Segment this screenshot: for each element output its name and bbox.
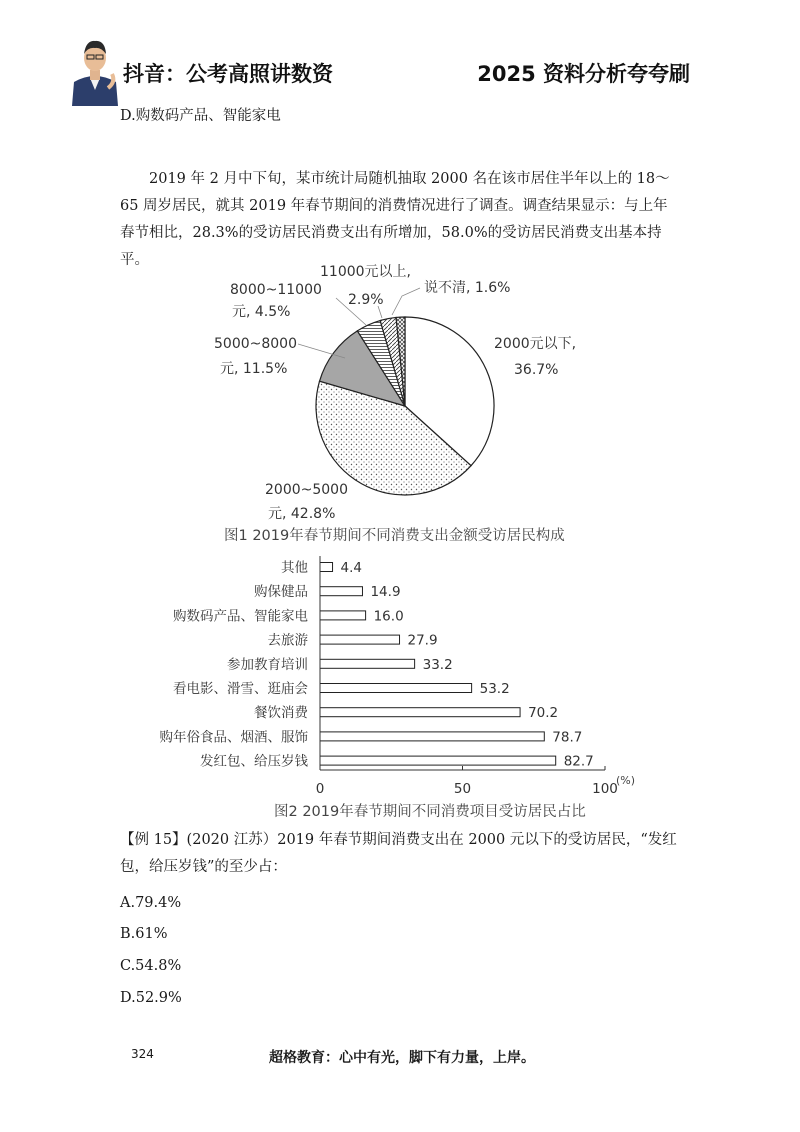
bar-value-label-2: 16.0: [373, 608, 404, 625]
bar-category-label-1: 购保健品: [254, 584, 308, 601]
bar-category-label-0: 其他: [281, 560, 308, 576]
bar-value-label-6: 70.2: [528, 705, 559, 722]
bar-category-label-4: 参加教育培训: [227, 656, 308, 673]
pie-label-11000-line2: 2.9%: [348, 292, 384, 308]
pie-label-5000-line2: 元, 11.5%: [220, 361, 288, 377]
bar-value-label-8: 82.7: [563, 753, 594, 770]
pie-label-2000-line1: 2000~5000: [265, 482, 348, 498]
bar-category-label-5: 看电影、滑雪、逛庙会: [173, 681, 308, 697]
pie-label-under2000-line1: 2000元以下,: [494, 336, 577, 352]
bar-value-label-7: 78.7: [552, 729, 583, 746]
bar-7: [320, 732, 544, 741]
option-b[interactable]: B.61%: [120, 926, 168, 942]
bar-value-label-3: 27.9: [407, 632, 438, 649]
bar-category-label-7: 购年俗食品、烟酒、服饰: [159, 729, 308, 746]
passage-paragraph: 2019 年 2 月中下旬，某市统计局随机抽取 2000 名在该市居住半年以上的 18～65 周岁居民，就其 2019 年春节期间的消费情况进行了调查。调查结果显示：与上年春节相比，28.3%的受访居民消费支出有所增加，58.0%的受访居民消费支出基本持平。: [120, 171, 670, 268]
bar-5: [320, 684, 472, 693]
author-avatar: [68, 30, 122, 106]
bar-value-label-0: 4.4: [340, 560, 363, 576]
bar-4: [320, 659, 415, 668]
option-d[interactable]: D.52.9%: [120, 990, 182, 1006]
page-number: 324: [131, 1047, 154, 1061]
question-stem: 【例 15】(2020 江苏）2019 年春节期间消费支出在 2000 元以下的受访居民，“发红包，给压岁钱”的至少占：: [120, 832, 677, 875]
footer-slogan: 超格教育：心中有光，脚下有力量，上岸。: [269, 1050, 535, 1066]
pie-label-8000-line2: 元, 4.5%: [232, 304, 291, 320]
pie-chart-title: 图1 2019年春节期间不同消费支出金额受访居民构成: [224, 528, 565, 544]
bar-value-label-5: 53.2: [479, 681, 510, 697]
bar-category-label-3: 去旅游: [267, 632, 308, 649]
bar-chart: [0, 548, 800, 828]
pie-label-under2000-line2: 36.7%: [514, 362, 559, 378]
option-c[interactable]: C.54.8%: [120, 958, 182, 974]
bar-value-label-4: 33.2: [422, 656, 453, 673]
x-tick-label-1: 50: [453, 781, 472, 797]
bar-category-label-8: 发红包、给压岁钱: [200, 753, 308, 770]
x-tick-label-2: 100: [592, 781, 618, 797]
previous-question-option-d: D.购数码产品、智能家电: [120, 108, 281, 124]
bar-category-label-2: 购数码产品、智能家电: [173, 608, 308, 625]
bar-value-label-1: 14.9: [370, 584, 401, 601]
pie-label-unsure: 说不清, 1.6%: [424, 280, 511, 296]
pie-chart: [0, 258, 800, 548]
bar-2: [320, 611, 366, 620]
bar-1: [320, 587, 362, 596]
x-tick-label-0: 0: [315, 781, 325, 797]
bar-chart-unit: (%): [616, 774, 636, 787]
option-a[interactable]: A.79.4%: [120, 895, 182, 911]
header-right-title: 2025 资料分析夸夸刷: [477, 62, 690, 86]
bar-6: [320, 708, 520, 717]
pie-label-2000-line2: 元, 42.8%: [268, 506, 336, 522]
pie-slices: [316, 317, 494, 495]
bar-category-label-6: 餐饮消费: [254, 705, 308, 722]
bar-3: [320, 635, 400, 644]
pie-label-5000-line1: 5000~8000: [214, 336, 297, 352]
pie-label-8000-line1: 8000~11000: [230, 282, 322, 298]
bar-0: [320, 563, 333, 572]
bar-8: [320, 756, 556, 765]
header-left-title: 抖音：公考高照讲数资: [123, 62, 333, 86]
pie-label-11000-line1: 11000元以上,: [320, 264, 411, 280]
bar-chart-title: 图2 2019年春节期间不同消费项目受访居民占比: [274, 804, 586, 820]
